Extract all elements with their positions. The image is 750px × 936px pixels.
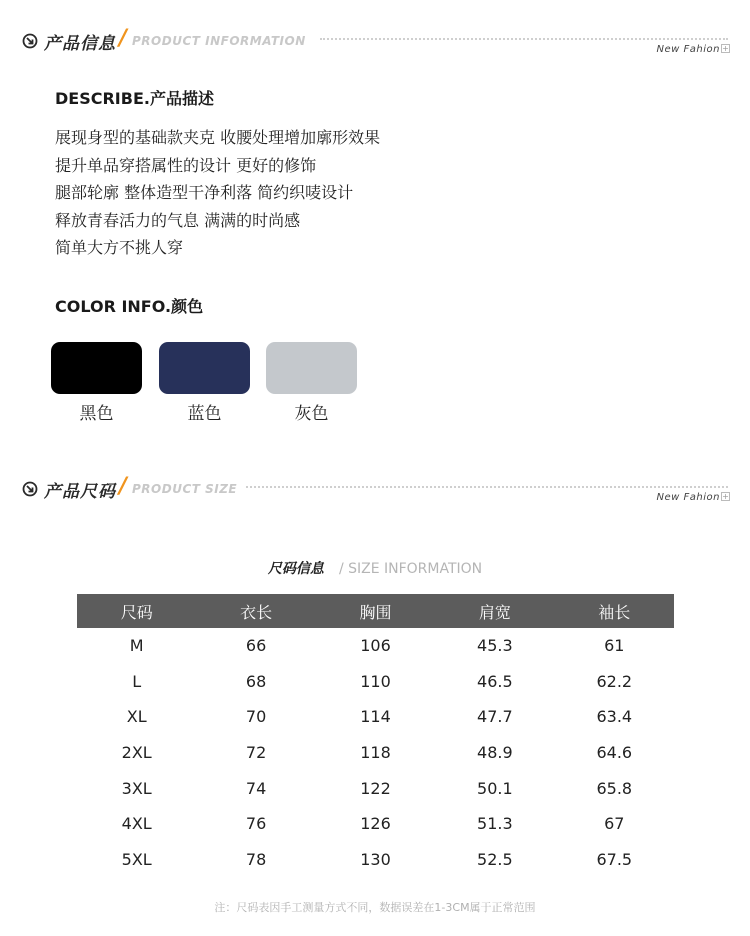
column-header: 衣长 [196, 594, 315, 628]
size-info-title-en: / SIZE INFORMATION [338, 561, 483, 577]
table-cell: 70 [245, 707, 267, 727]
table-cell: 78 [245, 849, 267, 869]
table-cell: 4XL [121, 814, 152, 834]
table-cell: 74 [245, 778, 267, 798]
dotted-divider [246, 486, 728, 488]
table-cell: 72 [245, 743, 267, 763]
table-row [77, 806, 674, 842]
color-name: 灰色 [294, 404, 329, 424]
table-cell: 68 [245, 671, 267, 691]
color-swatch-gray [266, 342, 357, 394]
size-info-title-zh: 尺码信息 [267, 561, 324, 577]
table-cell: 106 [360, 636, 391, 656]
table-cell: 52.5 [477, 849, 513, 869]
table-header-row [77, 594, 674, 628]
table-cell: 76 [245, 814, 267, 834]
table-cell: 122 [360, 778, 391, 798]
measurement-note: 注：尺码表因手工测量方式不同，数据误差在1-3CM属于正常范围 [214, 901, 536, 914]
table-cell: 47.7 [477, 707, 513, 727]
table-cell: 114 [360, 707, 391, 727]
table-cell: 62.2 [596, 671, 633, 691]
new-fashion-tag: New Fahion [656, 44, 720, 55]
description-line: 释放青春活力的气息 满满的时尚感 [55, 210, 301, 230]
section-title: 产品信息 [44, 34, 116, 54]
table-cell: M [129, 636, 144, 656]
table-cell: 110 [360, 671, 391, 691]
product-size-header [22, 476, 728, 502]
section-title-en: PRODUCT SIZE [132, 482, 238, 496]
color-name: 蓝色 [187, 404, 222, 424]
description-line: 腿部轮廓 整体造型干净利落 简约织唛设计 [55, 183, 354, 202]
table-cell: 51.3 [477, 814, 513, 834]
section-title-en: PRODUCT INFORMATION [132, 34, 306, 48]
size-info-title [0, 558, 750, 578]
table-cell: 66 [245, 636, 267, 656]
table-cell: 61 [604, 636, 625, 656]
column-header: 肩宽 [435, 594, 554, 628]
color-swatch-blue [159, 342, 250, 394]
table-row [77, 628, 674, 664]
circle-arrow-icon [22, 481, 38, 497]
plus-icon: + [722, 44, 729, 53]
column-header: 胸围 [316, 594, 435, 628]
plus-icon: + [722, 492, 729, 501]
table-cell: XL [126, 707, 147, 727]
column-header: 袖长 [555, 594, 674, 628]
table-cell: 65.8 [596, 778, 633, 798]
description-line: 提升单品穿搭属性的设计 更好的修饰 [55, 155, 317, 175]
slash-mark: / [119, 474, 128, 499]
table-row [77, 699, 674, 735]
table-cell: 45.3 [477, 636, 513, 656]
size-table [77, 594, 674, 877]
table-cell: 48.9 [477, 743, 513, 763]
color-swatch-black [51, 342, 142, 394]
color-info-label: COLOR INFO.颜色 [55, 297, 204, 316]
table-row [77, 735, 674, 771]
section-title: 产品尺码 [44, 482, 116, 502]
table-cell: 67 [604, 814, 625, 834]
dotted-divider [320, 38, 728, 40]
table-cell: 46.5 [477, 671, 513, 691]
table-cell: 130 [360, 849, 391, 869]
table-cell: 2XL [121, 743, 152, 763]
table-row [77, 842, 674, 878]
description-line: 展现身型的基础款夹克 收腰处理增加廓形效果 [55, 128, 381, 147]
slash-mark: / [119, 26, 128, 51]
table-cell: L [132, 671, 142, 691]
table-cell: 126 [360, 814, 391, 834]
column-header: 尺码 [77, 594, 196, 628]
description-line: 简单大方不挑人穿 [55, 238, 184, 257]
circle-arrow-icon [22, 33, 38, 49]
table-cell: 63.4 [596, 707, 633, 727]
product-info-header [22, 28, 728, 54]
table-cell: 50.1 [477, 778, 513, 798]
table-row [77, 664, 674, 700]
color-name: 黑色 [79, 404, 114, 424]
table-cell: 118 [360, 743, 391, 763]
table-cell: 64.6 [596, 743, 633, 763]
new-fashion-tag: New Fahion [656, 492, 720, 503]
table-cell: 3XL [121, 778, 152, 798]
describe-label: DESCRIBE.产品描述 [55, 89, 214, 108]
table-cell: 5XL [121, 849, 152, 869]
table-row [77, 770, 674, 806]
table-cell: 67.5 [596, 849, 633, 869]
description-text [55, 124, 380, 262]
